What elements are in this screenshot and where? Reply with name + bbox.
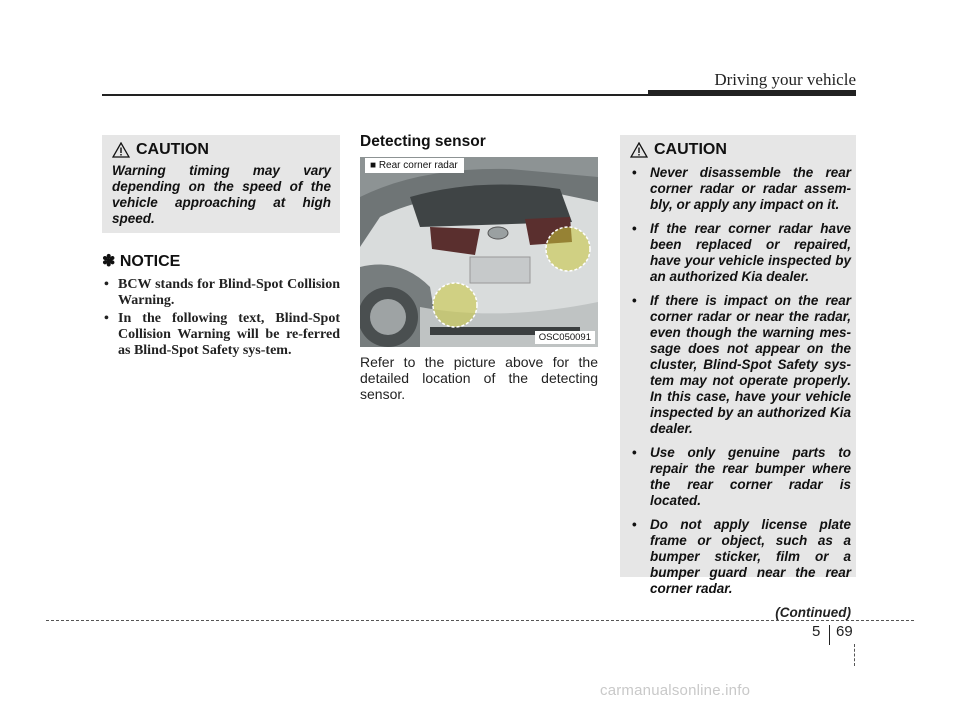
warning-triangle-icon bbox=[112, 142, 130, 158]
caution-item: • If there is impact on the rear corner radar or near the radar, even though the warning mes-sage does not appear on the cluster, Blind-Spot Safety sys-tem may not operate properly. In this case, have your vehicle inspected by an authorized Kia dealer. bbox=[630, 293, 851, 437]
section-number: 5 bbox=[812, 623, 821, 640]
figure-code: OSC050091 bbox=[535, 331, 595, 344]
caution-item: • Do not apply license plate frame or object, such as a bumper sticker, film or a bumper guard near the rear corner radar. bbox=[630, 517, 851, 597]
caution-box-timing bbox=[102, 135, 340, 233]
page-number: 69 bbox=[836, 623, 853, 640]
caution-heading bbox=[630, 141, 851, 159]
section-title: Detecting sensor bbox=[360, 133, 486, 150]
caution-item: • Never disassemble the rear corner radar or radar assem-bly, or apply any impact on it. bbox=[630, 165, 851, 213]
car-rear-illustration bbox=[360, 157, 598, 347]
notice-heading: ✽ NOTICE bbox=[102, 253, 181, 270]
header-rule-accent bbox=[648, 90, 856, 96]
watermark: carmanualsonline.info bbox=[600, 682, 751, 699]
notice-section bbox=[102, 251, 340, 361]
footer-rule bbox=[46, 620, 914, 621]
caution-heading-label: CAUTION bbox=[136, 141, 209, 158]
footer-vertical-rule bbox=[854, 644, 855, 666]
caution-item: • If the rear corner radar have been replaced or repaired, have your vehicle inspected by an authorized Kia dealer. bbox=[630, 221, 851, 285]
notice-item: • BCW stands for Blind-Spot Collision Warning. bbox=[102, 277, 340, 309]
caution-item: • Use only genuine parts to repair the rear bumper where the rear corner radar is located. bbox=[630, 445, 851, 509]
section-body: Refer to the picture above for the detailed location of the detecting sensor. bbox=[360, 354, 598, 402]
page-header-title: Driving your vehicle bbox=[714, 70, 856, 89]
warning-triangle-icon bbox=[630, 142, 648, 158]
figure-label: ■ Rear corner radar bbox=[365, 158, 464, 173]
caution-heading-label: CAUTION bbox=[654, 141, 727, 158]
page-separator bbox=[829, 625, 830, 645]
rear-corner-radar-figure bbox=[360, 157, 598, 347]
caution-box-radar bbox=[620, 135, 856, 620]
caution-text: Warning timing may vary depending on the speed of the vehicle approaching at high speed. bbox=[112, 163, 331, 226]
notice-item: • In the following text, Blind-Spot Collision Warning will be re-ferred as Blind-Spot Safety sys-tem. bbox=[102, 311, 340, 359]
continued-label: (Continued) bbox=[775, 605, 851, 620]
caution-heading bbox=[112, 141, 331, 159]
